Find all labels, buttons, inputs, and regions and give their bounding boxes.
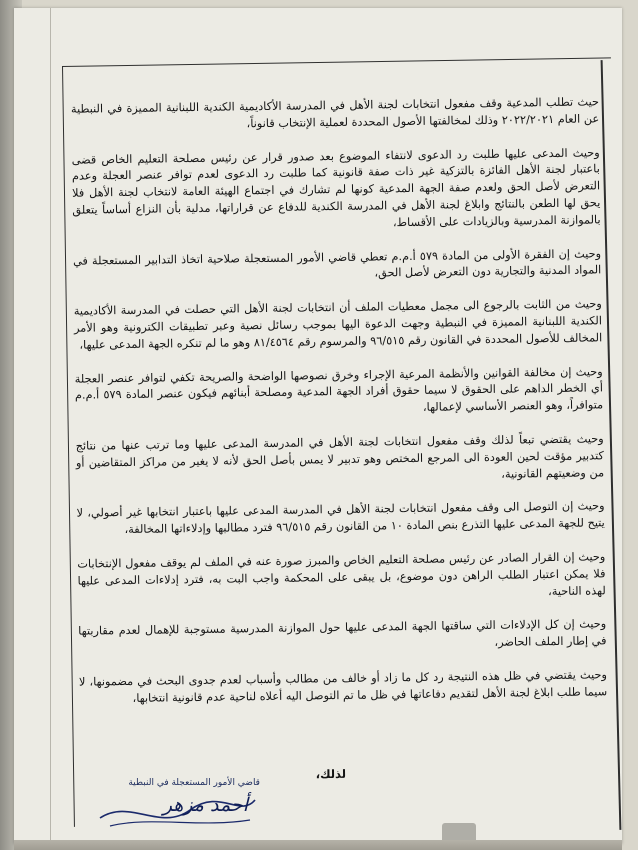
paragraph-9: وحيث إن كل الإدلاءات التي ساقتها الجهة المدعى عليها حول الموازنة المدرسية مستوجبة للإهمال لعدم مقاربتها في إطار الملف الحاضر، (78, 617, 607, 649)
signature-name: أحمد مزهر (162, 794, 248, 816)
paragraph-10: وحيث يقتضي في ظل هذه النتيجة رد كل ما زاد أو خالف من مطالب وأسباب لعدم جدوى البحث في مضمونها، لا سيما طلب ابلاغ لجنة الأهل لتقديم دفاعاتها في ظل ما تم التوصل اليه أعلاه لناحية عدم قانونية انتخابها، (78, 668, 608, 705)
paragraph-2: وحيث المدعى عليها طلبت رد الدعوى لانتفاء الموضوع بعد صدور قرار عن رئيس مصلحة التعليم الخاص قضى باعتبار لجنة الأهل الفائزة بالتزكية غير ذات صفة قانونية كما طلبت رد الدعوى لعدم توافر عنصر العجلة وعدم التعرض لأصل الحق ولعدم صفة الجهة المدعية كونها لم تشارك في اجتماع الهيئة العامة لانتخاب لجنة الأهل فلا يحق لها الطعن بالنتائج وابلاغ لجنة الأهل في المدرسة الكندية للدفاع عن قراراتها، مدلية بأن النزاع أساساً يتعلق بالموازنة المدرسية وبالزيادات على الأقساط، (71, 145, 601, 230)
paragraph-8: وحيث إن القرار الصادر عن رئيس مصلحة التعليم الخاص والمبرز صورة عنه في الملف لم يوقف مفعول الإنتخابات فلا يمكن اعتبار الطلب الراهن دون موضوع، بل يبقى على المحكمة واجب البت به، فترد إدلاءات المدعى عليها لهذه الناحية، (77, 550, 606, 598)
document-body (71, 94, 609, 841)
paragraph-7: وحيث إن التوصل الى وقف مفعول انتخابات لجنة الأهل في المدرسة المدعى عليها باعتبار انتخابها غير أصولي، لا يتيح للجهة المدعى عليها التذرع بنص المادة ١٠ من القانون رقم ٩٦/٥١٥ فترد مطالبها وإدلاءاتها المخالفة، (76, 499, 605, 537)
conclusion-text: لذلك، (315, 766, 347, 782)
paragraph-5: وحيث إن مخالفة القوانين والأنظمة المرعية الإجراء وخرق نصوصها الواضحة والصريحة تكفي لتوافر عنصر العجلة أي الخطر الداهم على الحقوق لا سيما حقوق أفراد الجهة المدعية ومصلحة أبنائهم فيكون عنصر المادة ٥٧٩ أ.م.م متوافراً، وهو العنصر الأساسي لإعمالها، (74, 364, 604, 414)
paragraph-4: وحيث من الثابت بالرجوع الى مجمل معطيات الملف أن انتخابات لجنة الأهل التي حصلت في المدرسة الأكاديمية الكندية اللبنانية المميزة في النبطية وجهت الدعوة اليها بموجب رسائل نصية وعبر تطبيقات الكترونية وهو الأمر المخالف للأصول المحددة في القانون رقم ٩٦/٥١٥ والمرسوم رقم ٨١/٤٥٦٤ وهو ما لم تنكره الجهة المدعى عليها، (73, 297, 603, 352)
paragraph-1: حيث تطلب المدعية وقف مفعول انتخابات لجنة الأهل في المدرسة الأكاديمية الكندية اللبنانية المميزة في النبطية عن العام ٢٠٢٢/٢٠٢١ وذلك لمخالفتها الأصول المحددة لعملية الإنتخاب قانوناً، (70, 95, 600, 131)
paragraph-3: وحيث إن الفقرة الأولى من المادة ٥٧٩ أ.م.م تعطي قاضي الأمور المستعجلة صلاحية اتخاذ التدابير المستعجلة في المواد المدنية والتجارية دون التعرض لأصل الحق، (72, 246, 602, 280)
binding-margin-line (50, 8, 51, 844)
paragraph-6: وحيث يقتضي تبعاً لذلك وقف مفعول انتخابات لجنة الأهل في المدرسة المدعى عليها وما ترتب عنها من نتائج كتدبير مؤقت لحين العودة الى المرجع المختص وهو تدبير لا يمس بأصل الحق لأنه لا يغير من مراكز المتقاضين أو من وضعيتهم القانونية، (75, 432, 605, 481)
signature-block (90, 778, 260, 838)
signature-role: قاضي الأمور المستعجلة في النبطية (128, 778, 260, 788)
page-bottom-edge (14, 840, 622, 850)
